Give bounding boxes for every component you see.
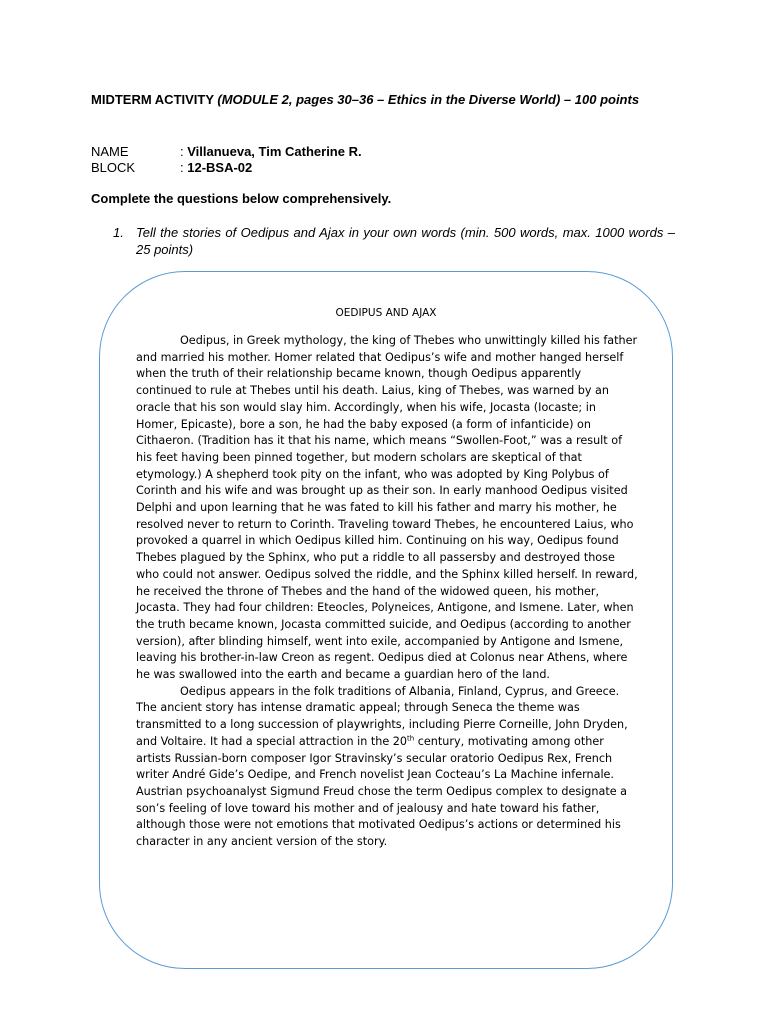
page-heading (91, 92, 639, 107)
block-label: BLOCK (91, 160, 136, 175)
paragraph-2-text-start: Oedipus appears in the folk traditions of Albania, Finland, Cyprus, and Greece. The ancient story has intense dramatic appeal; through Seneca the theme was transmitted to a long succession of playwrights, including Pierre Corneille, John Dryden, and Voltaire. It had a special attraction in the 20 (136, 684, 628, 748)
question-1 (113, 224, 675, 258)
name-value: Villanueva, Tim Catherine R. (187, 144, 362, 159)
name-row (91, 143, 362, 160)
ordinal-superscript: th (407, 734, 415, 743)
name-label: NAME (91, 144, 129, 159)
question-number: 1. (113, 225, 124, 240)
essay-body (136, 333, 638, 851)
instruction-text: Complete the questions below comprehensively. (91, 191, 392, 206)
heading-subtitle: (MODULE 2, pages 30–36 – Ethics in the Diverse World) – 100 points (217, 92, 640, 107)
question-text: Tell the stories of Oedipus and Ajax in your own words (min. 500 words, max. 1000 words – 25 points) (136, 225, 675, 257)
essay-title: OEDIPUS AND AJAX (335, 307, 437, 319)
block-value: 12-BSA-02 (187, 160, 253, 175)
heading-main: MIDTERM ACTIVITY (91, 92, 218, 107)
name-colon: : (180, 144, 188, 159)
essay-paragraph-1: Oedipus, in Greek mythology, the king of Thebes who unwittingly killed his father and married his mother. Homer related that Oedipus’s wife and mother hanged herself when the truth of their relationship became known, though Oedipus apparently continued to rule at Thebes until his death. Laius, king of Thebes, was warned by an oracle that his son would slay him. Accordingly, when his wife, Jocasta (Iocaste; in Homer, Epicaste), bore a son, he had the baby exposed (a form of infanticide) on Cithaeron. (Tradition has it that his name, which means “Swollen-Foot,” was a result of his feet having been pinned together, but modern scholars are skeptical of that etymology.) A shepherd took pity on the infant, who was adopted by King Polybus of Corinth and his wife and was brought up as their son. In early manhood Oedipus visited Delphi and upon learning that he was fated to kill his father and marry his mother, he resolved never to return to Corinth. Traveling toward Thebes, he encountered Laius, who provoked a quarrel in which Oedipus killed him. Continuing on his way, Oedipus found Thebes plagued by the Sphinx, who put a riddle to all passersby and destroyed those who could not answer. Oedipus solved the riddle, and the Sphinx killed herself. In reward, he received the throne of Thebes and the hand of the widowed queen, his mother, Jocasta. They had four children: Eteocles, Polyneices, Antigone, and Ismene. Later, when the truth became known, Jocasta committed suicide, and Oedipus (according to another version), after blinding himself, went into exile, accompanied by Antigone and Ismene, leaving his brother-in-law Creon as regent. Oedipus died at Colonus near Athens, where he was swallowed into the earth and became a guardian hero of the land. (136, 334, 638, 682)
essay-paragraph-2 (136, 684, 638, 851)
paragraph-2-text-end: century, motivating among other artists Russian-born composer Igor Stravinsky’s secular oratorio Oedipus Rex, French writer André Gide’s Oedipe, and French novelist Jean Cocteau’s La Machine infernale. Austrian psychoanalyst Sigmund Freud chose the term Oedipus complex to designate a son’s feeling of love toward his mother and of jealousy and hate toward his father, although those were not emotions that motivated Oedipus’s actions or determined his character in any ancient version of the story. (136, 734, 628, 849)
block-colon: : (180, 160, 188, 175)
block-row (91, 159, 252, 176)
